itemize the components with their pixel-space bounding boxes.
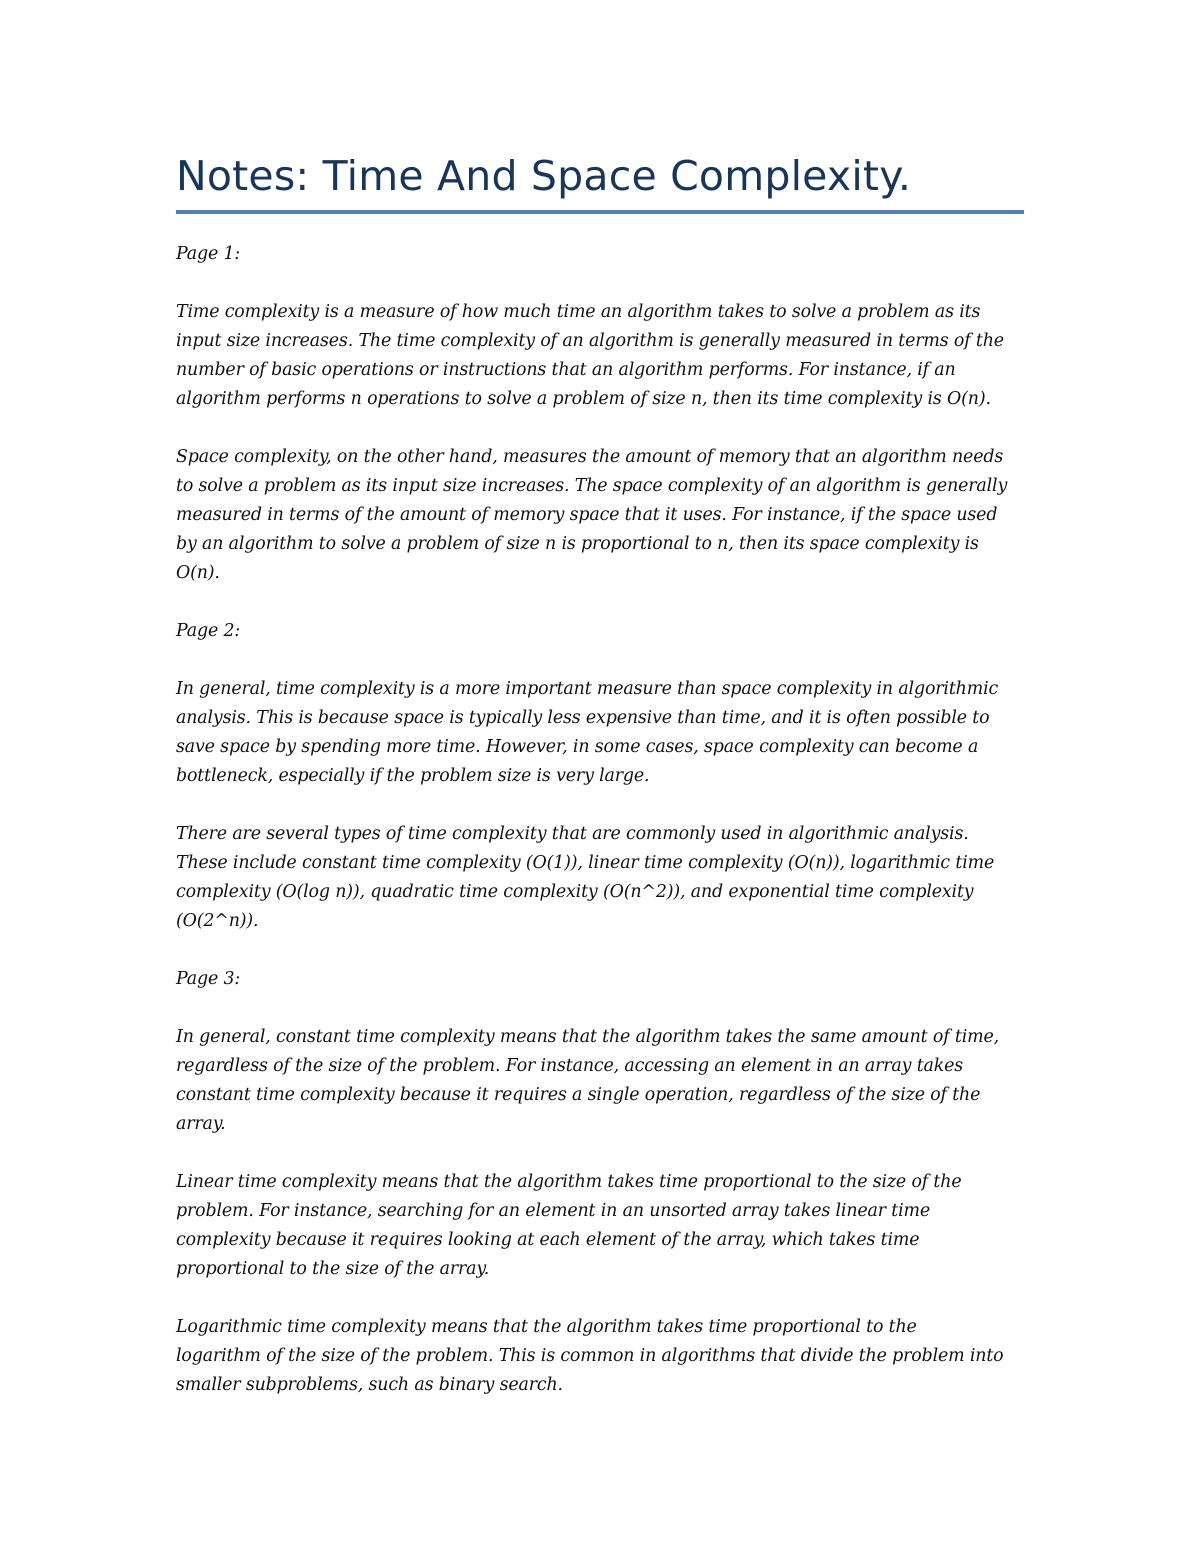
- text-line: regardless of the size of the problem. For instance, accessing an element in an array takes: [176, 1056, 964, 1076]
- text-line: to solve a problem as its input size increases. The space complexity of an algorithm is generally: [176, 476, 1008, 496]
- text-line: Logarithmic time complexity means that the algorithm takes time proportional to the: [176, 1317, 917, 1337]
- text-line: (O(2^n)).: [176, 911, 259, 931]
- text-line: There are several types of time complexity that are commonly used in algorithmic analysis.: [176, 824, 969, 844]
- text-line: number of basic operations or instructions that an algorithm performs. For instance, if an: [176, 360, 956, 380]
- text-line: Time complexity is a measure of how much time an algorithm takes to solve a problem as its: [176, 302, 981, 322]
- page-3-heading: [176, 965, 1036, 994]
- text-line: smaller subproblems, such as binary search.: [176, 1375, 563, 1395]
- text-line: analysis. This is because space is typically less expensive than time, and it is often possible to: [176, 708, 990, 728]
- text-line: algorithm performs n operations to solve a problem of size n, then its time complexity is O(n).: [176, 389, 991, 409]
- paragraph-types: [176, 820, 1036, 936]
- text-line: In general, constant time complexity means that the algorithm takes the same amount of time,: [176, 1027, 999, 1047]
- paragraph-logarithmic-time: [176, 1313, 1036, 1400]
- text-line: Linear time complexity means that the algorithm takes time proportional to the size of the: [176, 1172, 962, 1192]
- paragraph-space-complexity: [176, 443, 1036, 588]
- text-line: constant time complexity because it requires a single operation, regardless of the size of the: [176, 1085, 981, 1105]
- text-line: problem. For instance, searching for an element in an unsorted array takes linear time: [176, 1201, 931, 1221]
- paragraph-importance: [176, 675, 1036, 791]
- text-line: proportional to the size of the array.: [176, 1259, 490, 1279]
- text-line: These include constant time complexity (O(1)), linear time complexity (O(n)), logarithmic time: [176, 853, 995, 873]
- paragraph-linear-time: [176, 1168, 1036, 1284]
- text-line: logarithm of the size of the problem. This is common in algorithms that divide the problem into: [176, 1346, 1004, 1366]
- text-line: complexity (O(log n)), quadratic time complexity (O(n^2)), and exponential time complexity: [176, 882, 974, 902]
- paragraph-time-complexity: [176, 298, 1036, 414]
- text-line: input size increases. The time complexity of an algorithm is generally measured in terms of the: [176, 331, 1004, 351]
- text-line: O(n).: [176, 563, 220, 583]
- text-line: In general, time complexity is a more important measure than space complexity in algorithmic: [176, 679, 999, 699]
- text-line: measured in terms of the amount of memory space that it uses. For instance, if the space used: [176, 505, 998, 525]
- document-body: [176, 240, 1036, 1429]
- text-line: save space by spending more time. However, in some cases, space complexity can become a: [176, 737, 979, 757]
- page-2-heading: [176, 617, 1036, 646]
- text-line: complexity because it requires looking at each element of the array, which takes time: [176, 1230, 920, 1250]
- text-line: Page 2:: [176, 621, 241, 641]
- text-line: bottleneck, especially if the problem size is very large.: [176, 766, 650, 786]
- text-line: Page 1:: [176, 244, 241, 264]
- document-title: Notes: Time And Space Complexity.: [176, 152, 912, 200]
- text-line: Page 3:: [176, 969, 241, 989]
- text-line: by an algorithm to solve a problem of size n is proportional to n, then its space complexity is: [176, 534, 979, 554]
- title-underline-rule: [176, 210, 1024, 214]
- text-line: Space complexity, on the other hand, measures the amount of memory that an algorithm needs: [176, 447, 1004, 467]
- paragraph-constant-time: [176, 1023, 1036, 1139]
- text-line: array.: [176, 1114, 226, 1134]
- page-1-heading: [176, 240, 1036, 269]
